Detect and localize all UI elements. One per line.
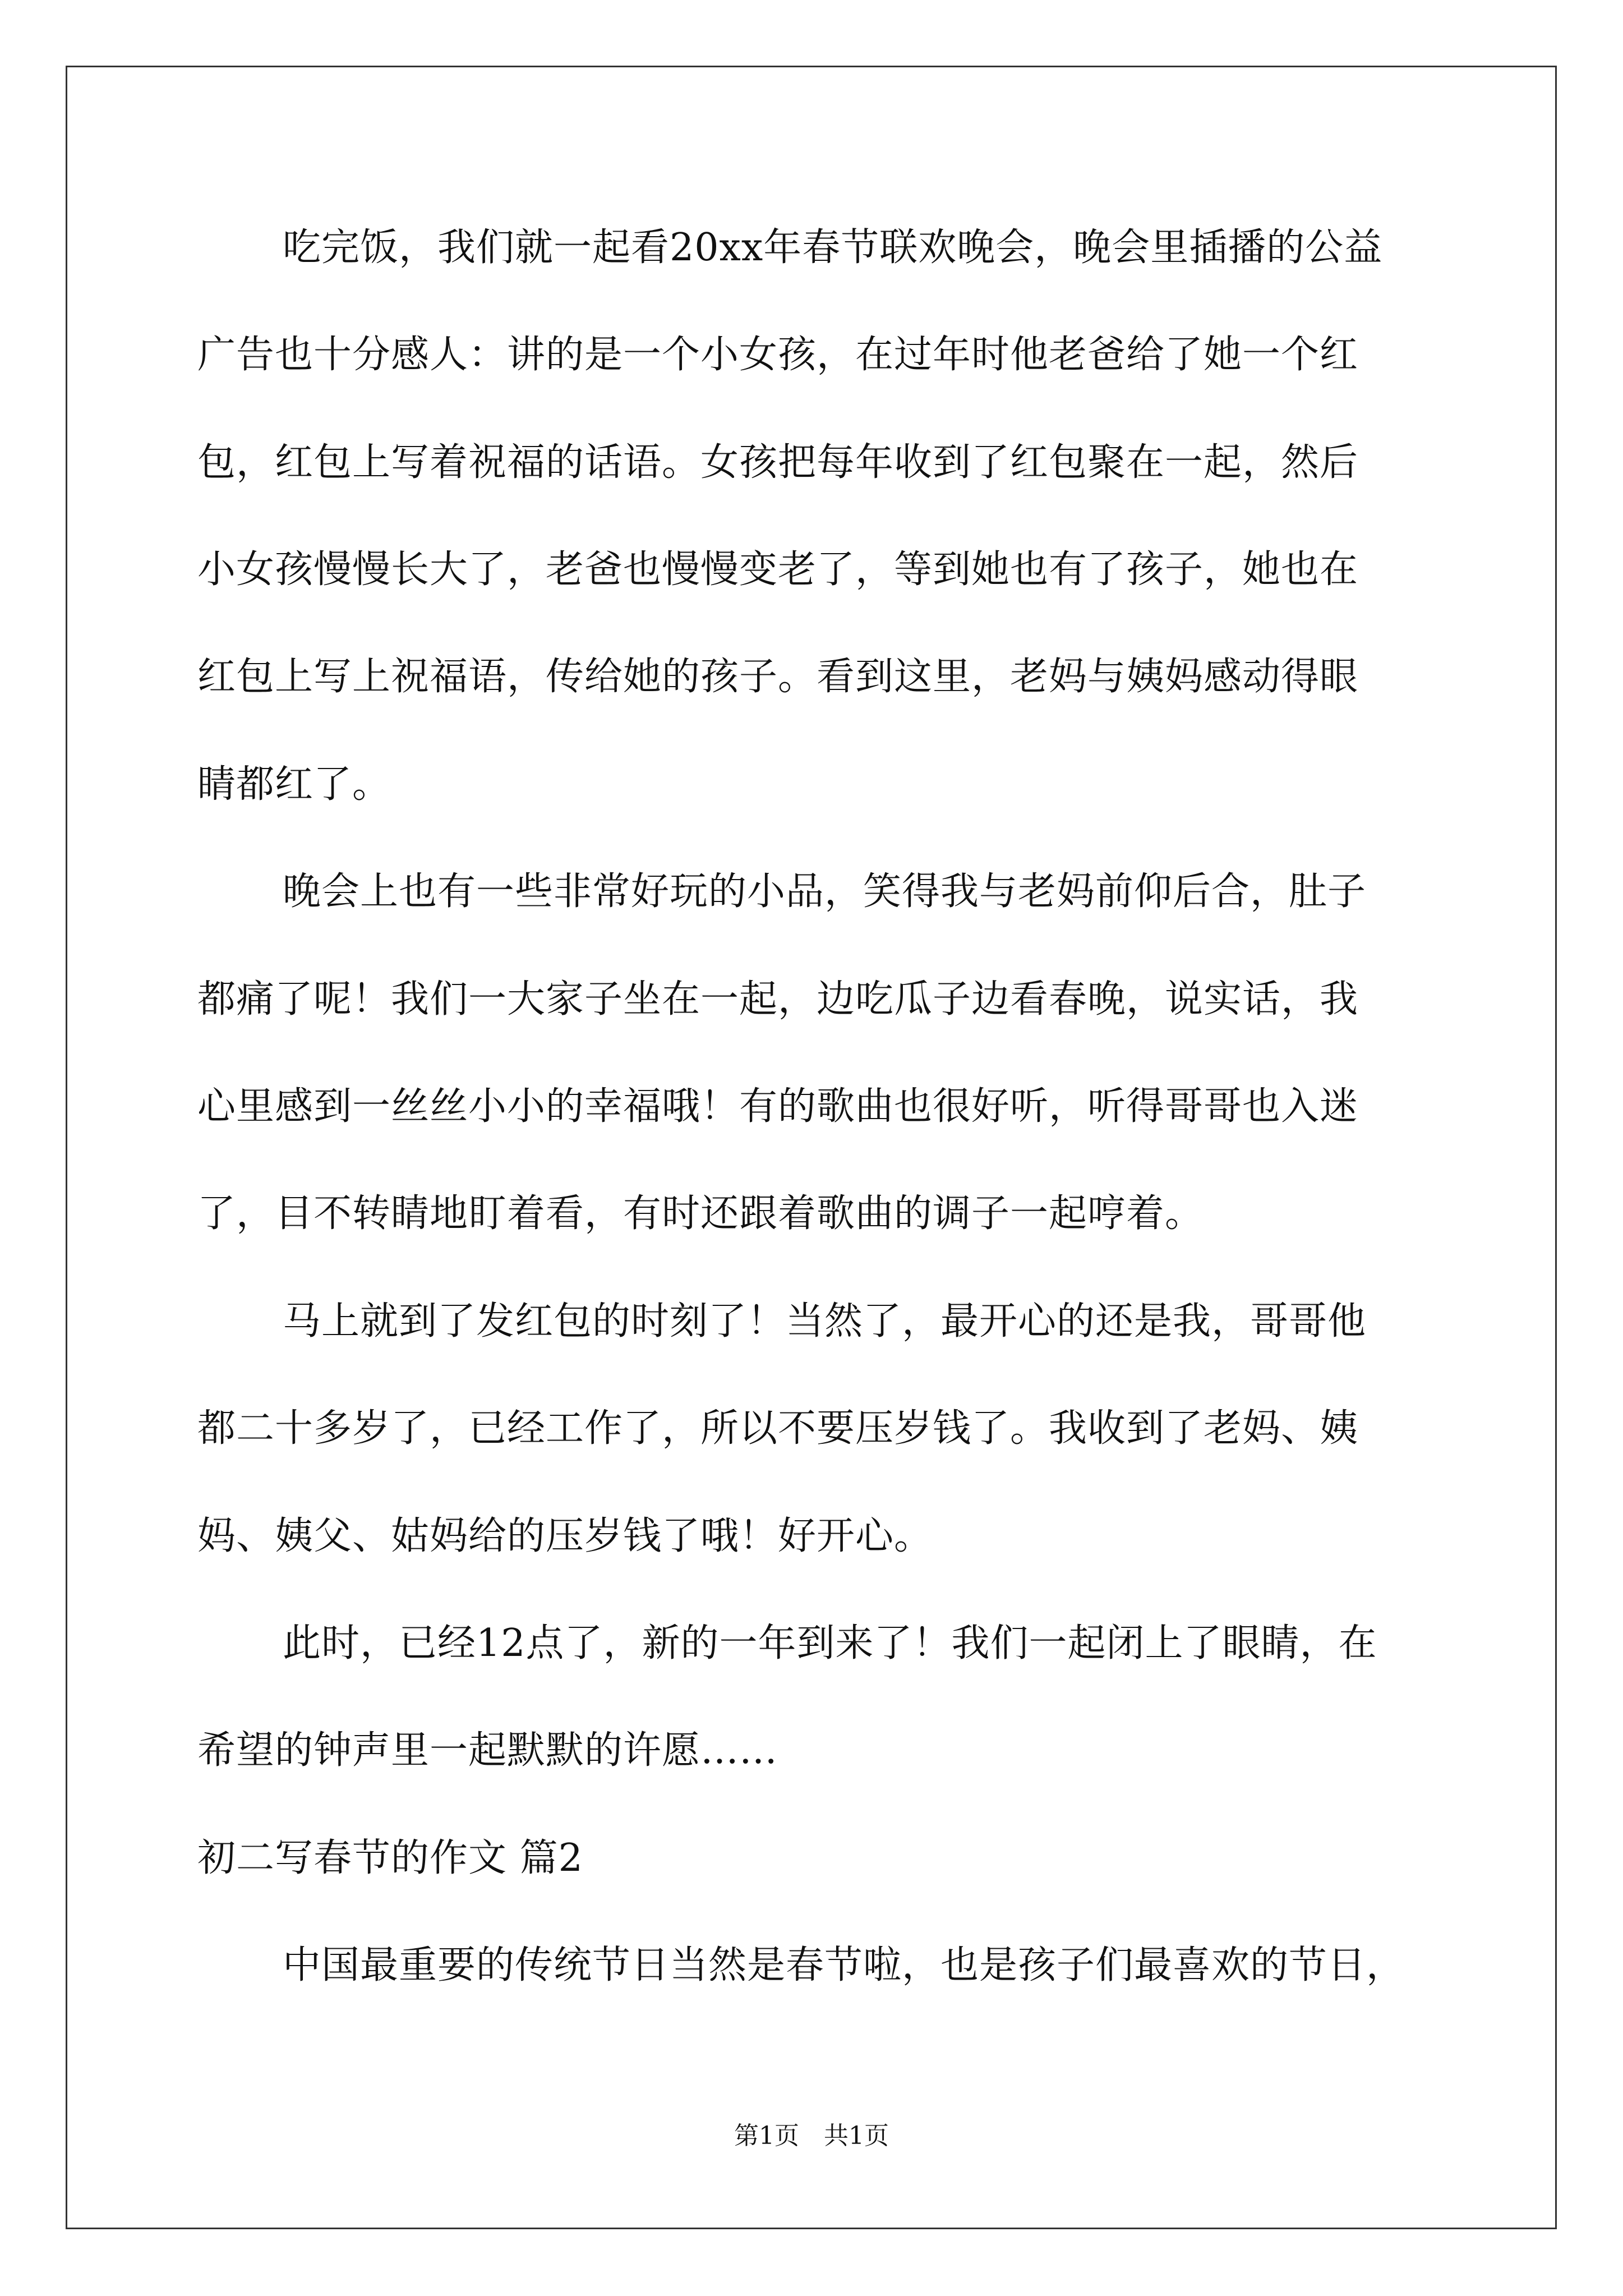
paragraph-line: 包，红包上写着祝福的话语。女孩把每年收到了红包聚在一起，然后: [197, 440, 1359, 485]
paragraph-line: 广告也十分感人：讲的是一个小女孩，在过年时他老爸给了她一个红: [197, 333, 1359, 377]
paragraph-line: 希望的钟声里一起默默的许愿……: [197, 1728, 778, 1773]
paragraph-line: 睛都红了。: [197, 762, 391, 807]
paragraph-line: 中国最重要的传统节日当然是春节啦，也是孩子们最喜欢的节日，: [283, 1943, 1405, 1987]
paragraph-line: 都二十多岁了，已经工作了，所以不要压岁钱了。我收到了老妈、姨: [197, 1406, 1359, 1451]
paragraph-line: 妈、姨父、姑妈给的压岁钱了哦！好开心。: [197, 1514, 933, 1558]
paragraph-line: 马上就到了发红包的时刻了！当然了，最开心的还是我，哥哥他: [283, 1299, 1367, 1343]
page-border: [66, 66, 1557, 2229]
section-heading: 初二写春节的作文 篇2: [197, 1836, 583, 1880]
paragraph-line: 了，目不转睛地盯着看，有时还跟着歌曲的调子一起哼着。: [197, 1191, 1204, 1236]
paragraph-line: 此时，已经12点了，新的一年到来了！我们一起闭上了眼睛，在: [283, 1621, 1377, 1665]
paragraph-line: 吃完饭，我们就一起看20xx年春节联欢晚会，晚会里插播的公益: [283, 226, 1383, 270]
paragraph-line: 晚会上也有一些非常好玩的小品，笑得我与老妈前仰后合，肚子: [283, 869, 1367, 914]
paragraph-line: 小女孩慢慢长大了，老爸也慢慢变老了，等到她也有了孩子，她也在: [197, 547, 1359, 592]
page-footer: 第1页 共1页: [734, 2122, 889, 2150]
paragraph-line: 都痛了呢！我们一大家子坐在一起，边吃瓜子边看春晚，说实话，我: [197, 977, 1359, 1022]
paragraph-line: 心里感到一丝丝小小的幸福哦！有的歌曲也很好听，听得哥哥也入迷: [197, 1084, 1359, 1129]
paragraph-line: 红包上写上祝福语，传给她的孩子。看到这里，老妈与姨妈感动得眼: [197, 655, 1359, 699]
